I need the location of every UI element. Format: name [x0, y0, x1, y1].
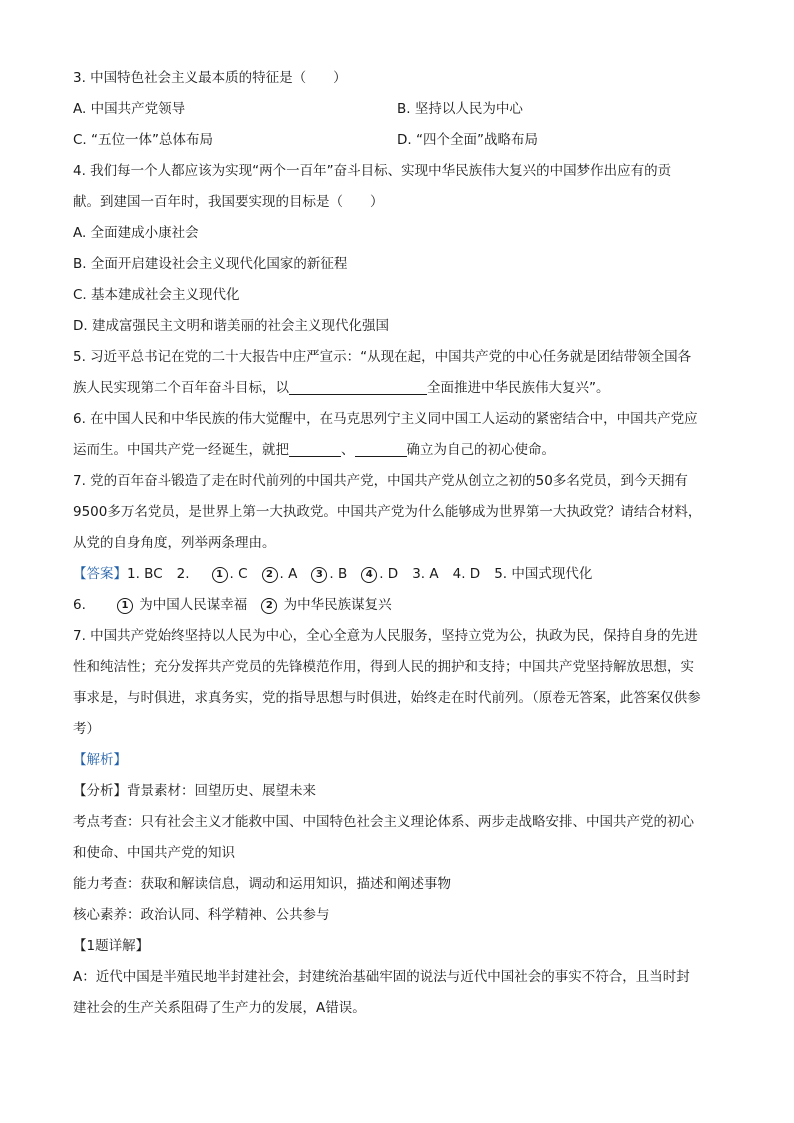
- q4-option-d: D. 建成富强民主文明和谐美丽的社会主义现代化强国: [73, 318, 389, 334]
- answer-7-line-2: 性和纯洁性；充分发挥共产党员的先锋模范作用，得到人民的拥护和支持；中国共产党坚持解放思想，实: [73, 659, 694, 675]
- q3-options-row-1: [73, 94, 723, 125]
- q3-option-d: D. “四个全面”战略布局: [397, 132, 538, 148]
- circled-number-icon: 1: [117, 598, 133, 614]
- q4-option-a: A. 全面建成小康社会: [73, 225, 199, 241]
- answer-6-prefix: 6.: [73, 597, 86, 613]
- answer-3: 3. A: [412, 566, 439, 582]
- q5-line-1: 5. 习近平总书记在党的二十大报告中庄严宣示：“从现在起，中国共产党的中心任务就是团结带领全国各: [73, 349, 692, 365]
- q3-option-b: B. 坚持以人民为中心: [397, 101, 523, 117]
- q4-option-c: C. 基本建成社会主义现代化: [73, 287, 240, 303]
- answer-7-line-1: 7. 中国共产党始终坚持以人民为中心，全心全意为人民服务，坚持立党为公，执政为民，保持自身的先进: [73, 628, 698, 644]
- analysis-detail-line-1: A：近代中国是半殖民地半封建社会，封建统治基础牢固的说法与近代中国社会的事实不符合，且当时封: [73, 969, 690, 985]
- answer-tag: 【答案】: [73, 566, 127, 582]
- analysis-kaodian-line-1: 考点考查：只有社会主义才能救中国、中国特色社会主义理论体系、两步走战略安排、中国共产党的初心: [73, 814, 694, 830]
- analysis-kaodian-line-2: 和使命、中国共产党的知识: [73, 845, 235, 861]
- q3-option-c: C. “五位一体”总体布局: [73, 132, 213, 148]
- answer-4: 4. D: [452, 566, 481, 582]
- q5-blank: [289, 378, 427, 395]
- answer-1: 1. BC: [127, 566, 163, 582]
- answer-6-item-1: 1 为中国人民谋幸福: [117, 590, 247, 621]
- analysis-fenxi: 【分析】背景素材：回望历史、展望未来: [73, 783, 316, 799]
- answer-6-item-2: 2 为中华民族谋复兴: [261, 590, 391, 621]
- circled-number-icon: 4: [361, 567, 377, 583]
- q6-line-2: [73, 435, 723, 466]
- q5-line-2: [73, 373, 723, 404]
- q7-line-1: 7. 党的百年奋斗锻造了走在时代前列的中国共产党，中国共产党从创立之初的50多名党员，到今天拥有: [73, 473, 688, 489]
- q4-option-b: B. 全面开启建设社会主义现代化国家的新征程: [73, 256, 348, 272]
- q6-line-2-after: 确立为自己的初心使命。: [406, 442, 555, 458]
- q6-line-1: 6. 在中国人民和中华民族的伟大觉醒中，在马克思列宁主义同中国工人运动的紧密结合中，中国共产党应: [73, 411, 698, 427]
- answer-7-line-4: 考）: [73, 721, 100, 737]
- analysis-nengli: 能力考查：获取和解读信息，调动和运用知识，描述和阐述事物: [73, 876, 451, 892]
- circled-number-icon: 2: [261, 598, 277, 614]
- answer-2-item-3: 3 . B: [311, 559, 347, 590]
- circled-number-icon: 3: [311, 567, 327, 583]
- exam-page: [73, 63, 723, 1024]
- q7-line-2: 9500多万名党员，是世界上第一大执政党。中国共产党为什么能够成为世界第一大执政党？请结合材料，: [73, 504, 702, 520]
- q5-line-2-before: 族人民实现第二个百年奋斗目标，以: [73, 380, 289, 396]
- q6-line-2-before: 运而生。中国共产党一经诞生，就把: [73, 442, 289, 458]
- circled-number-icon: 2: [262, 567, 278, 583]
- answer-7-line-3: 事求是，与时俱进，求真务实，党的指导思想与时俱进，始终走在时代前列。（原卷无答案，此答案仅供参: [73, 690, 701, 706]
- q6-blank-2: [355, 440, 407, 457]
- circled-number-icon: 1: [212, 567, 228, 583]
- q3-stem: 3. 中国特色社会主义最本质的特征是（ ）: [73, 70, 347, 86]
- answer-5: 5. 中国式现代化: [494, 566, 593, 582]
- analysis-detail-line-2: 建社会的生产关系阻碍了生产力的发展，A错误。: [73, 1000, 366, 1016]
- q4-stem-line-1: 4. 我们每一个人都应该为实现“两个一百年”奋斗目标、实现中华民族伟大复兴的中国梦作出应有的贡: [73, 163, 672, 179]
- answer-2-prefix: 2.: [176, 566, 190, 582]
- q7-line-3: 从党的自身角度，列举两条理由。: [73, 535, 276, 551]
- answer-row: [73, 559, 723, 590]
- answer-2-item-4: 4 . D: [361, 559, 398, 590]
- analysis-detail-tag: 【1题详解】: [73, 938, 150, 954]
- q6-blank-1: [289, 440, 341, 457]
- answer-2-item-1: 1 . C: [212, 559, 248, 590]
- q5-line-2-after: 全面推进中华民族伟大复兴”。: [427, 380, 610, 396]
- answer-2-item-2: 2 . A: [262, 559, 298, 590]
- analysis-tag: 【解析】: [73, 752, 127, 768]
- q3-option-a: A. 中国共产党领导: [73, 101, 186, 117]
- answer-6-row: [73, 590, 723, 621]
- q3-options-row-2: [73, 125, 723, 156]
- analysis-suyang: 核心素养：政治认同、科学精神、公共参与: [73, 907, 330, 923]
- q6-line-2-mid: 、: [341, 442, 355, 458]
- q4-stem-line-2: 献。到建国一百年时，我国要实现的目标是（ ）: [73, 194, 384, 210]
